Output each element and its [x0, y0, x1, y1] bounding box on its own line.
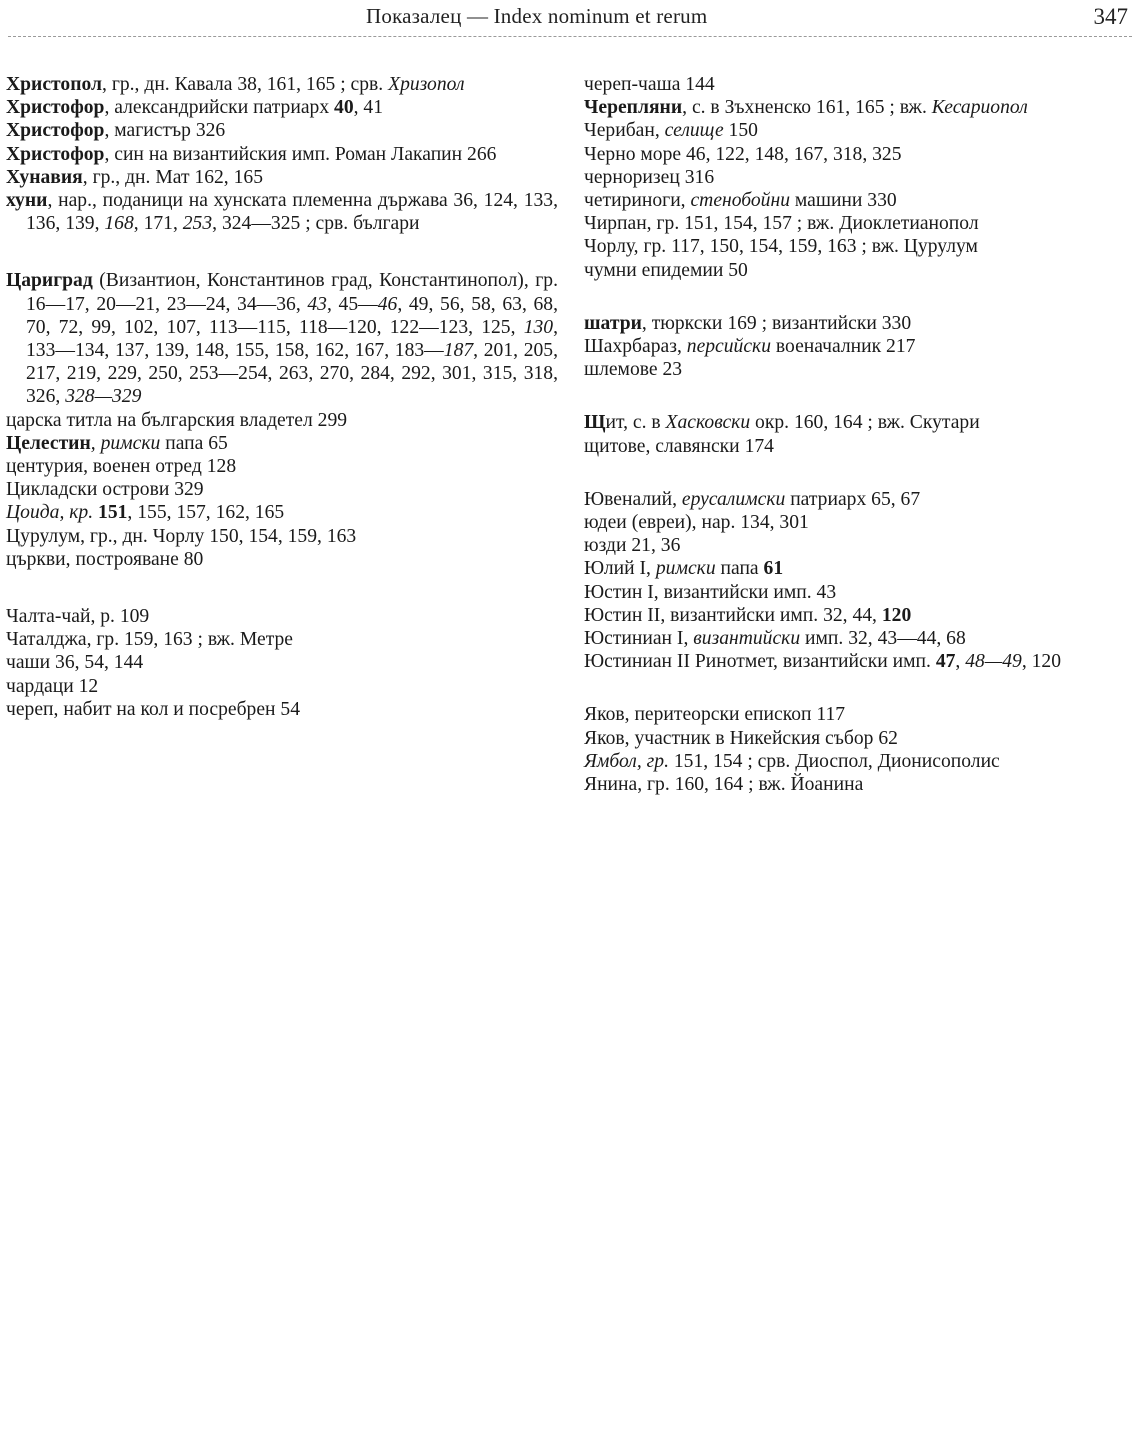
index-entry-chalta-chay: Чалта-чай, р. 109 [6, 606, 150, 628]
index-entry-cherep-chasha: череп-чаша 144 [584, 74, 715, 95]
index-entry-chernorizets: черноризец 316 [584, 166, 715, 188]
index-entry-tsarkvi: църкви, построяване 80 [6, 548, 204, 570]
index-entry-hunavia: Хунавия, гр., дн. Мат 162, 165 [6, 166, 263, 188]
index-entry-chataldzha: Чаталджа, гр. 159, 163 ; вж. Метре [6, 629, 293, 651]
index-entry-cheriban: Черибан, селище 150 [584, 120, 758, 142]
index-entry-tselestin: Целестин, римски папа 65 [6, 432, 228, 454]
index-entry-yuliy: Юлий I, римски папа 61 [584, 558, 784, 580]
index-entry-shahrbaraz: Шахрбараз, персийски военачалник 217 [584, 336, 916, 358]
index-entry-yambol: Ямбол, гр. 151, 154 ; срв. Диоспол, Дионисополис [584, 750, 1000, 772]
index-entry-chardatsi: чардаци 12 [6, 675, 99, 697]
index-entry-yuvenaliy: Ювеналий, ерусалимски патриарх 65, 67 [584, 488, 921, 510]
index-entry-tsurulum: Цурулум, гр., дн. Чорлу 150, 154, 159, 163 [6, 525, 357, 547]
index-entry-yudei: юдеи (евреи), нар. 134, 301 [584, 512, 809, 534]
index-entry-yustin-1: Юстин I, византийски имп. 43 [584, 581, 837, 603]
index-entry-chumni: чумни епидемии 50 [584, 259, 748, 281]
index-entry-tsoida: Цоида, кр. 151, 155, 157, 162, 165 [6, 502, 285, 524]
index-entry-cherepliani: Черепляни, с. в Зъхненско 161, 165 ; вж. Кесариопол [584, 97, 1028, 119]
index-entry-yakov-uchastnik: Яков, участник в Никейския събор 62 [584, 727, 898, 749]
index-entry-hristofor-magister: Христофор, магистър 326 [6, 120, 226, 142]
index-entry-chashi: чаши 36, 54, 144 [6, 652, 144, 674]
index-entry-tsarigrad: Цариград (Византион, Константинов град, Константинопол), гр. 16—17, 20—21, 23—24, 34—36, 43, 45—46, 49, 56, 58, 63, 68, 70, 72, 99, 102, 107, 113—115, 118—120, 122—123, 125, 130, 133—134, 137, 139, 148, 155, 158, 162, 167, 183—187, 201, 205, 217, 219, 229, 250, 253—254, 263, 270, 284, 292, 301, 315, 318, 326, 328—329 [6, 270, 559, 408]
index-entry-shatri: шатри, тюркски 169 ; византийски 330 [584, 312, 912, 334]
index-entry-chirpan: Чирпан, гр. 151, 154, 157 ; вж. Диоклетианопол [584, 213, 979, 235]
index-entry-yustinian-2: Юстиниан II Ринотмет, византийски имп. 47, 48—49, 120 [584, 651, 1062, 673]
index-entry-tsikladski: Цикладски острови 329 [6, 479, 204, 501]
header-rule [8, 36, 1132, 37]
index-column-left [6, 73, 558, 721]
index-entry-chetirinogi: четириноги, стенобойни машини 330 [584, 190, 897, 212]
index-entry-tsarska-titla: царска титла на българския владетел 299 [6, 409, 348, 431]
index-entry-hristofor-patriarch: Христофор, александрийски патриарх 40, 41 [6, 97, 384, 119]
index-entry-yustinian-1: Юстиниан I, византийски имп. 32, 43—44, 68 [584, 628, 966, 650]
index-entry-hristopol: Христопол, гр., дн. Кавала 38, 161, 165 ; срв. Хризопол [6, 74, 465, 95]
index-entry-shlemove: шлемове 23 [584, 359, 683, 381]
index-entry-yustin-2: Юстин II, византийски имп. 32, 44, 120 [584, 604, 912, 626]
page-header [0, 0, 1140, 40]
index-entry-cherno-more: Черно море 46, 122, 148, 167, 318, 325 [584, 143, 902, 165]
index-entry-yakov-episkop: Яков, перитеорски епископ 117 [584, 704, 846, 726]
index-entry-huni: хуни, нар., поданици на хунската племенна държава 36, 124, 133, 136, 139, 168, 171, 253, 324—325 ; срв. българи [6, 190, 558, 235]
index-entry-yuzdi: юзди 21, 36 [584, 535, 681, 557]
index-entry-cherep: череп, набит на кол и посребрен 54 [6, 698, 301, 720]
page-number: 347 [1093, 4, 1128, 29]
running-title: Показалец — Index nominum et rerum [366, 4, 708, 28]
index-column-right [584, 73, 1136, 796]
index-entry-yanina: Янина, гр. 160, 164 ; вж. Йоанина [584, 774, 864, 796]
index-entry-chorlu: Чорлу, гр. 117, 150, 154, 159, 163 ; вж. Цурулум [584, 236, 978, 258]
index-entry-tsenturia: центурия, военен отред 128 [6, 456, 237, 478]
index-entry-shtitove: щитове, славянски 174 [584, 435, 774, 457]
index-entry-shtit: Щит, с. в Хасковски окр. 160, 164 ; вж. Скутари [584, 412, 980, 434]
index-entry-hristofor-son: Христофор, син на византийския имп. Роман Лакапин 266 [6, 143, 497, 165]
